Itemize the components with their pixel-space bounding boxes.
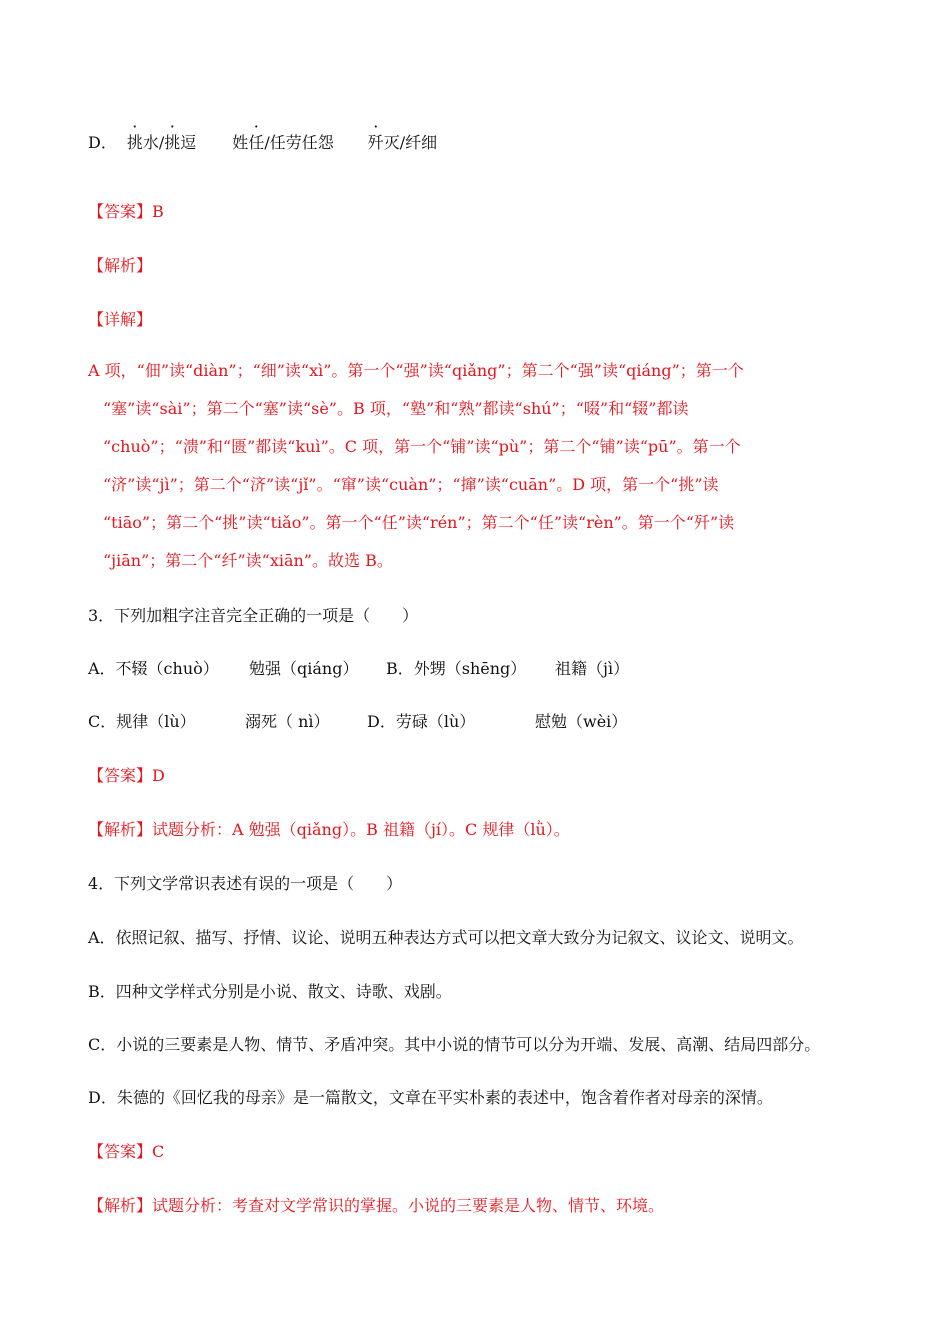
q4-answer: [88, 1141, 164, 1163]
q3-answer: [88, 765, 165, 787]
q2-option-d: [88, 132, 437, 154]
dotted-char: 歼: [367, 133, 384, 152]
answer-label: 【答案】: [88, 1142, 153, 1161]
answer-value: D: [152, 766, 165, 785]
text-fragment: 任: [269, 133, 286, 152]
dotted-char: 挑: [164, 133, 181, 152]
detail-line: “tiāo”；第二个“挑”读“tiǎo”。第一个“任”读“rén”；第二个“任”读“rèn”。第一个“歼”读: [103, 513, 735, 532]
q3-option-b1: B．外甥（shēng）: [386, 659, 527, 678]
q4-option-d: D．朱德的《回忆我的母亲》是一篇散文，文章在平实朴素的表述中，饱含着作者对母亲的深情。: [88, 1088, 773, 1107]
text-fragment: 姓: [232, 133, 249, 152]
analysis-text: 试题分析：A 勉强（qiǎng）。B 祖籍（jí）。C 规律（lǜ）。: [152, 820, 570, 839]
q4-option-a: A．依照记叙、描写、抒情、议论、说明五种表达方式可以把文章大致分为记叙文、议论文、说明文。: [88, 928, 804, 947]
q3-option-b2: 祖籍（jì）: [555, 659, 630, 678]
dotted-char: 挑: [126, 133, 143, 152]
text-fragment: 灭/纤细: [383, 133, 438, 152]
detail-line: A 项，“佃”读“diàn”；“细”读“xì”。第一个“强”读“qiǎng”；第二个“强”读“qiáng”；第一个: [88, 361, 744, 380]
analysis-label: 【解析】: [88, 820, 153, 839]
analysis-label: 【解析】: [88, 1196, 153, 1215]
answer-label: 【答案】: [88, 766, 153, 785]
answer-value: B: [152, 202, 164, 221]
q3-option-d1: D．劳碌（lù）: [367, 712, 476, 731]
q2-detail-label: 【详解】: [88, 310, 153, 329]
q2-analysis-label: 【解析】: [88, 256, 153, 275]
q3-stem: 3．下列加粗字注音完全正确的一项是（ ）: [88, 606, 419, 625]
detail-line: “济”读“jì”；第二个“济”读“jǐ”。“窜”读“cuàn”；“撺”读“cuān”。D 项，第一个“挑”读: [103, 475, 719, 494]
q4-option-c: C．小说的三要素是人物、情节、矛盾冲突。其中小说的情节可以分为开端、发展、高潮、结局四部分。: [88, 1035, 821, 1054]
text-fragment: /: [264, 133, 270, 152]
text-fragment: 水/: [142, 133, 165, 152]
text-fragment: 劳任怨: [285, 133, 334, 152]
option-label: D．: [88, 133, 117, 152]
analysis-text: 试题分析：考查对文学常识的掌握。小说的三要素是人物、情节、环境。: [152, 1196, 665, 1215]
q3-option-c1: C．规律（lù）: [88, 712, 196, 731]
q3-option-a1: A．不辍（chuò）: [88, 659, 219, 678]
q4-stem: 4．下列文学常识表述有误的一项是（ ）: [88, 874, 403, 893]
q4-option-b: B．四种文学样式分别是小说、散文、诗歌、戏剧。: [88, 982, 452, 1001]
detail-line: “jiān”；第二个“纤”读“xiān”。故选 B。: [103, 551, 393, 570]
q4-analysis: [88, 1195, 664, 1217]
text-fragment: 逗: [180, 133, 197, 152]
q3-option-d2: 慰勉（wèi）: [535, 712, 628, 731]
dotted-char: 任: [248, 133, 265, 152]
q3-option-a2: 勉强（qiáng）: [249, 659, 359, 678]
q2-answer: [88, 201, 164, 223]
q3-analysis: [88, 819, 570, 841]
answer-label: 【答案】: [88, 202, 153, 221]
q2-detail-paragraph: [88, 352, 858, 580]
detail-line: “塞”读“sài”；第二个“塞”读“sè”。B 项，“塾”和“熟”都读“shú”；“啜”和“辍”都读: [103, 399, 689, 418]
q3-option-c2: 溺死（ nì）: [245, 712, 330, 731]
detail-line: “chuò”；“溃”和“匮”都读“kuì”。C 项，第一个“铺”读“pù”；第二个“铺”读“pū”。第一个: [103, 437, 741, 456]
answer-value: C: [152, 1142, 165, 1161]
